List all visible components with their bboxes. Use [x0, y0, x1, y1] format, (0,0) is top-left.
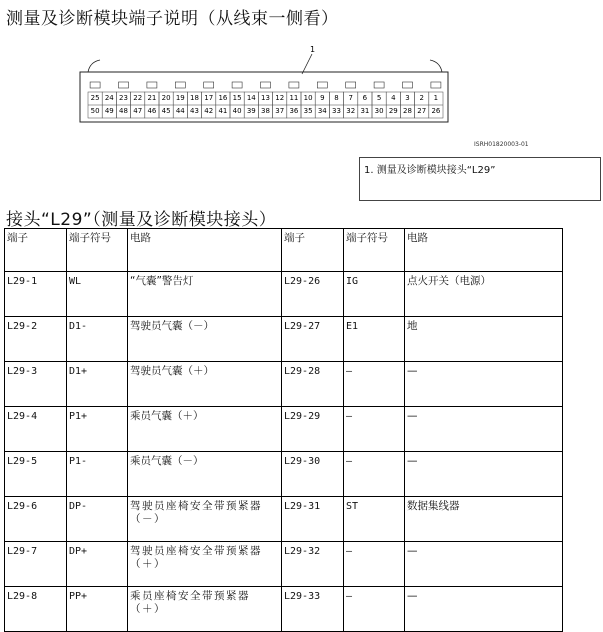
cell-circuit-2: 点火开关（电源）	[405, 272, 563, 317]
cell-symbol: D1+	[67, 362, 128, 407]
latch-slot	[317, 82, 327, 88]
pin-number-bottom: 31	[360, 107, 370, 115]
latch-left	[88, 60, 100, 72]
pin-number-bottom: 39	[246, 107, 256, 115]
terminal-table	[4, 228, 563, 632]
latch-slot	[90, 82, 100, 88]
cell-symbol: DP+	[67, 542, 128, 587]
cell-circuit-2: 数据集线器	[405, 497, 563, 542]
pin-number-bottom: 34	[317, 107, 327, 115]
pin-number-top: 18	[190, 94, 199, 102]
cell-terminal: L29-1	[5, 272, 67, 317]
cell-symbol-2: E1	[344, 317, 405, 362]
cell-symbol: DP-	[67, 497, 128, 542]
table-row	[5, 362, 563, 407]
callout-text: 1. 测量及诊断模块接头“L29”	[364, 165, 496, 176]
cell-terminal-2: L29-33	[282, 587, 344, 632]
cell-terminal: L29-2	[5, 317, 67, 362]
pin-number-bottom: 48	[119, 107, 128, 115]
table-title: 接头“L29”（测量及诊断模块接头）	[6, 210, 277, 230]
page-title: 测量及诊断模块端子说明（从线束一侧看）	[6, 9, 339, 29]
pin-number-top: 5	[376, 94, 382, 102]
table-row	[5, 587, 563, 632]
cell-circuit-2: —	[405, 407, 563, 452]
pin-number-bottom: 46	[147, 107, 157, 115]
pin-number-bottom: 28	[403, 107, 412, 115]
cell-symbol: PP+	[67, 587, 128, 632]
pin-number-bottom: 41	[218, 107, 228, 115]
pin-number-bottom: 29	[388, 107, 398, 115]
cell-symbol-2: —	[344, 407, 405, 452]
pin-number-top: 20	[161, 94, 171, 102]
table-header-row	[5, 229, 563, 272]
pin-number-bottom: 37	[275, 107, 285, 115]
cell-terminal-2: L29-32	[282, 542, 344, 587]
pin-number-bottom: 27	[417, 107, 427, 115]
pin-number-top: 22	[133, 94, 143, 102]
pin-number-bottom: 47	[133, 107, 143, 115]
cell-circuit-2: —	[405, 362, 563, 407]
pin-number-bottom: 32	[346, 107, 356, 115]
cell-terminal: L29-5	[5, 452, 67, 497]
cell-circuit: “气囊”警告灯	[128, 272, 282, 317]
pin-number-top: 7	[348, 94, 353, 102]
latch-slot	[147, 82, 157, 88]
pin-number-top: 8	[334, 94, 339, 102]
cell-circuit: 乘员气囊（＋）	[128, 407, 282, 452]
latch-slot	[403, 82, 413, 88]
pin-number-top: 3	[405, 94, 410, 102]
latch-slot	[374, 82, 384, 88]
pin-number-top: 23	[119, 94, 128, 102]
pin-number-top: 13	[261, 94, 270, 102]
cell-circuit-2: —	[405, 542, 563, 587]
cell-terminal-2: L29-29	[282, 407, 344, 452]
cell-circuit: 驾驶员气囊（＋）	[128, 362, 282, 407]
cell-terminal-2: L29-26	[282, 272, 344, 317]
cell-terminal-2: L29-31	[282, 497, 344, 542]
pin-number-bottom: 45	[161, 107, 171, 115]
pin-number-top: 16	[218, 94, 228, 102]
callout-leader	[302, 54, 312, 74]
pin-number-top: 21	[147, 94, 157, 102]
pin-number-top: 4	[391, 94, 396, 102]
cell-symbol: P1+	[67, 407, 128, 452]
table-row	[5, 272, 563, 317]
pin-number-bottom: 49	[104, 107, 114, 115]
pin-number-top: 1	[433, 94, 439, 102]
pin-number-bottom: 40	[232, 107, 242, 115]
latch-slot	[119, 82, 129, 88]
cell-symbol-2: —	[344, 542, 405, 587]
pin-number-top: 10	[303, 94, 313, 102]
latch-right	[430, 60, 442, 72]
cell-terminal: L29-6	[5, 497, 67, 542]
header-terminal-2: 端子	[282, 229, 344, 272]
latch-slot	[232, 82, 242, 88]
callout-box	[359, 157, 601, 201]
cell-symbol: WL	[67, 272, 128, 317]
cell-circuit: 乘员座椅安全带预紧器（＋）	[128, 587, 282, 632]
pin-number-bottom: 44	[175, 107, 185, 115]
pin-number-top: 25	[90, 94, 100, 102]
pin-number-bottom: 26	[431, 107, 441, 115]
connector-diagram	[70, 40, 470, 140]
cell-symbol-2: —	[344, 362, 405, 407]
cell-circuit-2: —	[405, 452, 563, 497]
cell-terminal: L29-8	[5, 587, 67, 632]
pin-number-bottom: 38	[261, 107, 270, 115]
cell-circuit-2: 地	[405, 317, 563, 362]
cell-terminal-2: L29-30	[282, 452, 344, 497]
header-circuit: 电路	[128, 229, 282, 272]
pin-number-bottom: 42	[204, 107, 214, 115]
latch-slot	[289, 82, 299, 88]
cell-terminal: L29-3	[5, 362, 67, 407]
cell-symbol: P1-	[67, 452, 128, 497]
cell-circuit: 驾驶员座椅安全带预紧器（－）	[128, 497, 282, 542]
pin-number-top: 24	[104, 94, 114, 102]
pin-number-top: 9	[320, 94, 325, 102]
cell-circuit: 乘员气囊（－）	[128, 452, 282, 497]
pin-number-top: 14	[246, 94, 256, 102]
callout-marker: 1	[310, 45, 316, 54]
pin-number-bottom: 35	[303, 107, 313, 115]
latch-slot	[261, 82, 271, 88]
table-row	[5, 542, 563, 587]
pin-number-top: 19	[175, 94, 185, 102]
pin-number-bottom: 30	[374, 107, 384, 115]
table-row	[5, 407, 563, 452]
figure-code: ISRH01820003-01	[474, 141, 529, 148]
cell-terminal-2: L29-28	[282, 362, 344, 407]
pin-number-top: 2	[419, 94, 424, 102]
pin-number-bottom: 33	[332, 107, 341, 115]
cell-symbol-2: —	[344, 452, 405, 497]
latch-slot	[175, 82, 185, 88]
cell-symbol: D1-	[67, 317, 128, 362]
pin-number-bottom: 36	[289, 107, 299, 115]
pin-number-top: 17	[204, 94, 214, 102]
pin-number-bottom: 50	[90, 107, 100, 115]
latch-slot	[431, 82, 441, 88]
table-body	[5, 272, 563, 632]
latch-slot	[346, 82, 356, 88]
table-row	[5, 317, 563, 362]
pin-number-top: 12	[275, 94, 285, 102]
pin-number-top: 11	[289, 94, 299, 102]
cell-circuit: 驾驶员座椅安全带预紧器（＋）	[128, 542, 282, 587]
header-symbol-2: 端子符号	[344, 229, 405, 272]
pin-number-bottom: 43	[190, 107, 199, 115]
table-row	[5, 497, 563, 542]
latch-slot	[204, 82, 214, 88]
cell-symbol-2: —	[344, 587, 405, 632]
pin-number-top: 6	[362, 94, 368, 102]
cell-terminal: L29-7	[5, 542, 67, 587]
cell-symbol-2: IG	[344, 272, 405, 317]
cell-terminal-2: L29-27	[282, 317, 344, 362]
cell-symbol-2: ST	[344, 497, 405, 542]
pin-number-top: 15	[232, 94, 242, 102]
header-circuit-2: 电路	[405, 229, 563, 272]
header-symbol: 端子符号	[67, 229, 128, 272]
cell-circuit-2: —	[405, 587, 563, 632]
table-row	[5, 452, 563, 497]
header-terminal: 端子	[5, 229, 67, 272]
cell-terminal: L29-4	[5, 407, 67, 452]
cell-circuit: 驾驶员气囊（－）	[128, 317, 282, 362]
